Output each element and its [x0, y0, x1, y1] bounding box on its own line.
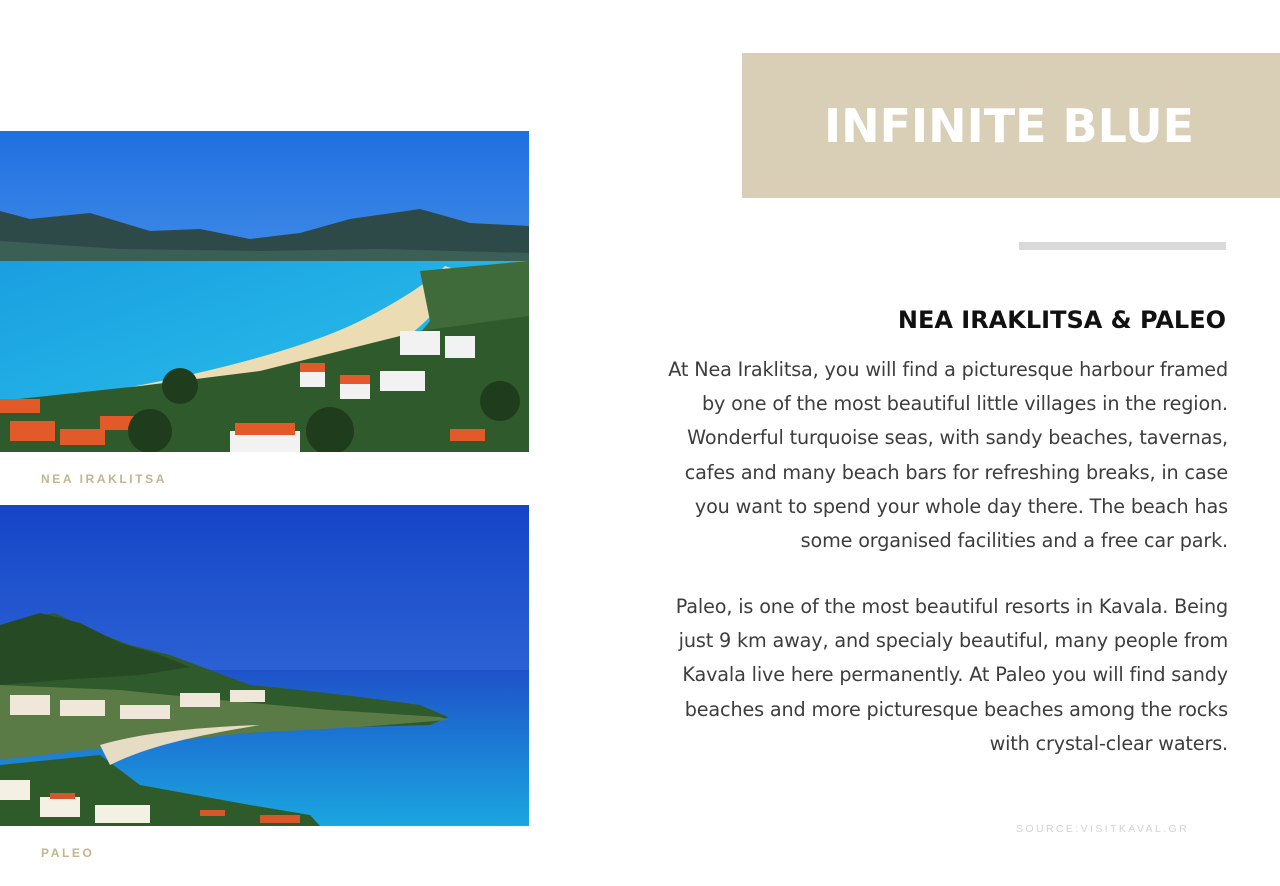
paragraph-nea-iraklitsa: [608, 353, 1228, 558]
text-line: with crystal-clear waters.: [989, 731, 1228, 755]
text-line: Kavala live here permanently. At Paleo you will find sandy: [682, 663, 1228, 687]
text-line: Paleo, is one of the most beautiful resorts in Kavala. Being: [675, 595, 1228, 618]
caption-nea-iraklitsa: NEA IRAKLITSA: [41, 472, 168, 486]
text-line: cafes and many beach bars for refreshing breaks, in case: [684, 460, 1228, 484]
text-line: some organised facilities and a free car park.: [800, 529, 1228, 553]
paragraph-paleo: [608, 590, 1228, 761]
source-credit: SOURCE:VISITKAVAL.GR: [1016, 823, 1190, 835]
text-line: At Nea Iraklitsa, you will find a picturesque harbour framed: [668, 358, 1228, 381]
section-heading: NEA IRAKLITSA & PALEO: [897, 306, 1226, 334]
text-line: beaches and more picturesque beaches among the rocks: [684, 697, 1228, 721]
photo-nea-iraklitsa: [0, 131, 529, 452]
page-title: INFINITE BLUE: [823, 98, 1195, 153]
divider-bar: [1019, 242, 1226, 250]
text-line: you want to spend your whole day there. The beach has: [694, 494, 1228, 518]
photo-paleo: [0, 505, 529, 826]
text-line: just 9 km away, and specialy beautiful, many people from: [678, 629, 1228, 653]
title-banner: [742, 53, 1280, 198]
caption-paleo: PALEO: [41, 846, 95, 860]
text-line: by one of the most beautiful little villages in the region.: [701, 392, 1228, 416]
text-line: Wonderful turquoise seas, with sandy beaches, tavernas,: [687, 426, 1228, 450]
